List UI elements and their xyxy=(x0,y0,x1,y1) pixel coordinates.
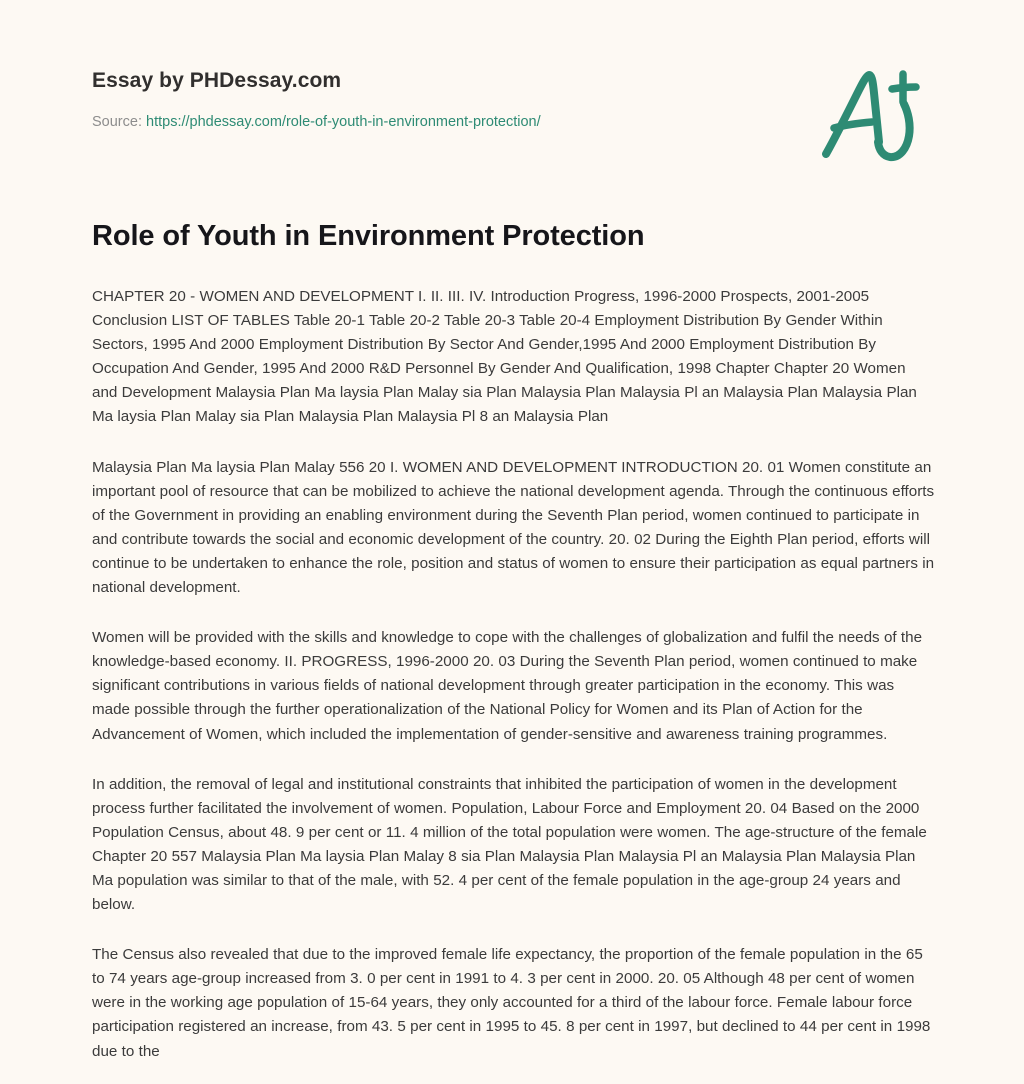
source-label: Source: xyxy=(92,114,142,131)
brand-title: Essay by PHDessay.com xyxy=(92,69,342,92)
body-paragraph: The Census also revealed that due to the improved female life expectancy, the proportion of the female population in the 65 to 74 years age-group increased from 3. 0 per cent in 1991 to 4. 3 per cent in 2000. 20. 05 Although 48 per cent of women were in the working age population of 15-64 years, they only accounted for a third of the labour force. Female labour force participation registered an increase, from 43. 5 per cent in 1995 to 45. 8 per cent in 1997, but declined to 44 per cent in 1998 due to the xyxy=(92,946,931,1060)
body-paragraph: In addition, the removal of legal and institutional constraints that inhibited the participation of women in the development process further facilitated the involvement of women. Population, Labour Force and Employment 20. 04 Based on the 2000 Population Census, about 48. 9 per cent or 11. 4 million of the total population were women. The age-structure of the female Chapter 20 557 Malaysia Plan Ma laysia Plan Malay 8 sia Plan Malaysia Plan Malaysia Pl an Malaysia Plan Malaysia Plan Ma population was similar to that of the male, with 52. 4 per cent of the female population in the age-group 24 years and below. xyxy=(92,775,927,914)
page-title: Role of Youth in Environment Protection xyxy=(92,220,645,252)
source-line xyxy=(92,113,932,132)
body-paragraph: CHAPTER 20 - WOMEN AND DEVELOPMENT I. II. III. IV. Introduction Progress, 1996-2000 Prospects, 2001-2005 Conclusion LIST OF TABLES Table 20-1 Table 20-2 Table 20-3 Table 20-4 Employment Distribution By Gender Within Sectors, 1995 And 2000 Employment Distribution By Sector And Gender,1995 And 2000 Employment Distribution By Occupation And Gender, 1995 And 2000 R&D Personnel By Gender And Qualification, 1998 Chapter Chapter 20 Women and Development Malaysia Plan Ma laysia Plan Malay sia Plan Malaysia Plan Malaysia Pl an Malaysia Plan Malaysia Plan Ma laysia Plan Malay sia Plan Malaysia Plan Malaysia Pl 8 an Malaysia Plan xyxy=(92,288,917,426)
source-url-link[interactable]: https://phdessay.com/role-of-youth-in-environment-protection/ xyxy=(146,114,541,131)
body-paragraph: Women will be provided with the skills and knowledge to cope with the challenges of globalization and fulfil the needs of the knowledge-based economy. II. PROGRESS, 1996-2000 20. 03 During the Seventh Plan period, women continued to make significant contributions in various fields of national development through greater participation in the economy. This was made possible through the further operationalization of the National Policy for Women and its Plan of Action for the Advancement of Women, which included the implementation of gender-sensitive and awareness training programmes. xyxy=(92,629,923,743)
body-paragraph: Malaysia Plan Ma laysia Plan Malay 556 20 I. WOMEN AND DEVELOPMENT INTRODUCTION 20. 01 Women constitute an important pool of resource that can be mobilized to achieve the national development agenda. Through the continuous efforts of the Government in providing an enabling environment during the Seventh Plan period, women continued to participate in and contribute towards the social and economic development of the country. 20. 02 During the Eighth Plan period, efforts will continue to be undertaken to enhance the role, position and status of women to ensure their participation as equal partners in national development. xyxy=(92,458,935,597)
a-plus-logo xyxy=(812,62,932,167)
essay-body xyxy=(92,285,935,1064)
a-plus-logo-icon xyxy=(812,62,932,167)
page-header xyxy=(92,68,932,132)
